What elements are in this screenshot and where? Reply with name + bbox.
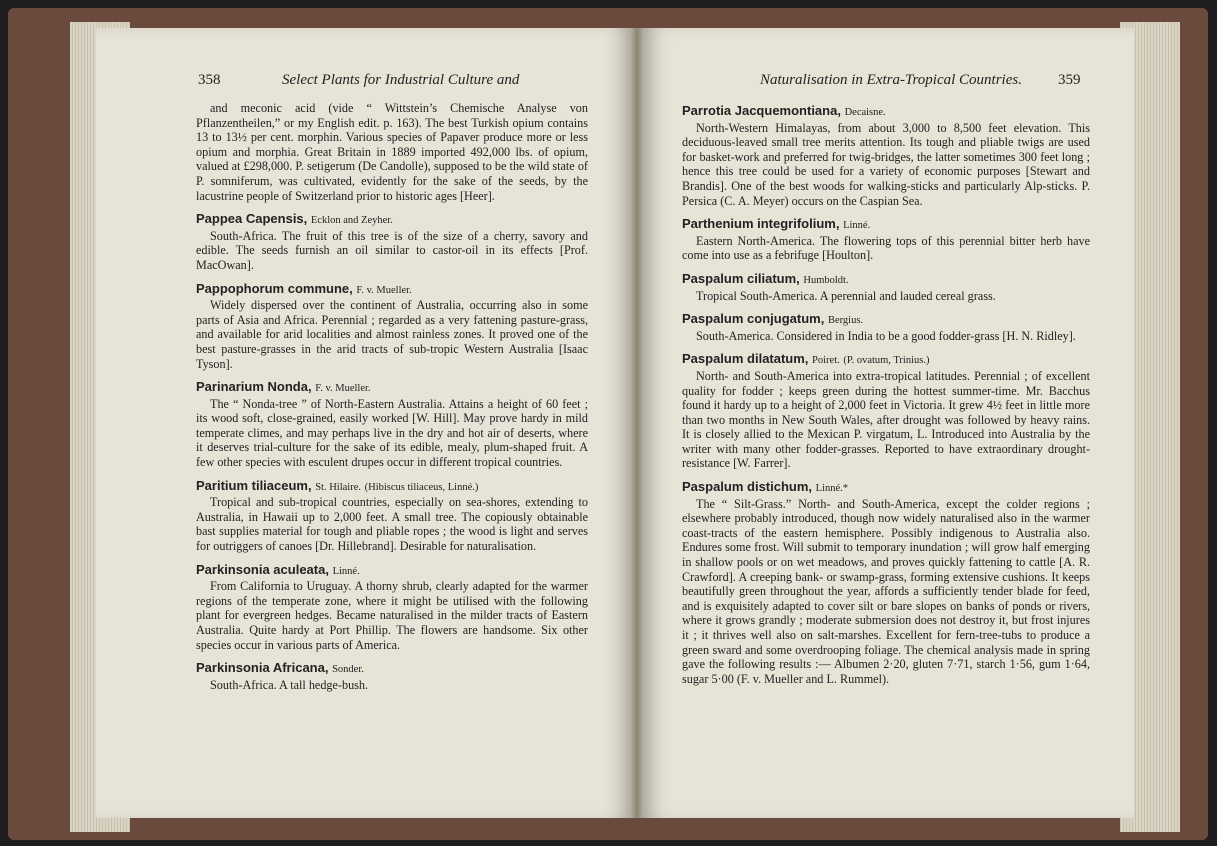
entry-heading <box>682 272 1090 289</box>
entry-description: North- and South-America into extra-tropical latitudes. Perennial ; of excellent quality for fodder ; keeps green during the hottest summer-time. Mr. Bacchus found it hardy up to a height of 2,000 feet in Victoria. It grew 4½ feet in little more than two months in New South Wales, after drought was followed by heavy rains. It is closely allied to the Mexican P. virgatum, L. Introduced into Australia by the writer with many other fodder-grasses. Reported to have extraordinary drought-resistance [W. Farrer]. <box>682 368 1090 471</box>
species-name: Parrotia Jacquemontiana, <box>682 103 841 118</box>
entry-heading <box>682 312 1090 329</box>
entry-heading <box>196 479 588 496</box>
species-authority: Linné.* <box>815 483 849 495</box>
entry-description: From California to Uruguay. A thorny shrub, clearly adapted for the warmer regions of the temperate zone, where it might be utilised with the following plant for evergreen hedges. Became naturalised in the milder tracts of Eastern Australia. Quite hardy at Port Phillip. The flowers are handsome. Six other species occur in various parts of America. <box>196 579 588 652</box>
entry-description: Eastern North-America. The flowering tops of this perennial bitter herb have come into use as a febrifuge [Houlton]. <box>682 233 1090 263</box>
plant-entry <box>196 563 588 653</box>
entry-description: South-Africa. A tall hedge-bush. <box>210 677 369 692</box>
species-name: Parkinsonia aculeata, <box>196 561 329 577</box>
plant-entry <box>196 380 588 470</box>
entry-heading <box>196 661 588 678</box>
species-authority: St. Hilaire. <box>315 481 362 493</box>
species-name: Parkinsonia Africana, <box>196 660 329 676</box>
page-number-right: 359 <box>1058 72 1081 88</box>
species-authority: Decaisne. <box>844 107 886 118</box>
plant-entry <box>682 272 1090 303</box>
book-gutter <box>630 28 644 818</box>
entry-description: Tropical and sub-tropical countries, especially on sea-shores, extending to Australia, in Hawaii up to 2,000 feet. A small tree. The copiously obtainable bast supplies material for tough and pliable ropes ; the wood is light and serves for outriggers of canoes [Dr. Hillebrand]. Desirable for naturalisation. <box>196 495 588 554</box>
entry-heading <box>196 563 588 580</box>
species-name: Parinarium Nonda, <box>196 379 312 395</box>
species-synonym: (P. ovatum, Trinius.) <box>843 355 930 367</box>
species-authority: F. v. Mueller. <box>315 383 371 395</box>
species-authority: Poiret. <box>812 355 840 367</box>
plant-entry <box>682 217 1090 263</box>
entry-description: The “ Silt-Grass.” North- and South-America, except the colder regions ; elsewhere probably introduced, though now widely naturalised also in the warmer coast-tracts of the eastern hemisphere. Possibly indigenous to Australia also. Endures some frost. Will submit to temporary inundation ; will grow half emerging in shallow pools or on wet meadows, and proves quickly fattening to cattle [A. R. Crawford]. A creeping bank- or swamp-grass, forming extensive cushions. It keeps beautifully green throughout the year, affords a sufficiently tender blade for feed, and is exquisitely adapted to cover silt or bare slopes on banks of ponds or rivers, where it grows grandly ; moderate submersion does not destroy it, but frost injures it ; it thrives well also on salt-marshes. Excellent for fern-tree-tubs to produce a green sward and some overdrooping foliage. The chemical analysis made in spring gave the following results :— Albumen 2·20, gluten 7·71, starch 1·56, gum 1·64, sugar 5·00 (F. v. Mueller and L. Rummel). <box>682 496 1090 686</box>
species-name: Paspalum ciliatum, <box>682 270 800 286</box>
species-synonym: (Hibiscus tiliaceus, Linné.) <box>364 481 479 493</box>
plant-entry <box>196 212 588 272</box>
species-name: Paritium tiliaceum, <box>196 477 312 493</box>
entry-heading <box>196 380 588 397</box>
entry-description: Tropical South-America. A perennial and lauded cereal grass. <box>696 288 996 303</box>
plant-entry <box>682 104 1090 208</box>
entry-heading <box>196 212 588 229</box>
continued-paragraph: and meconic acid (vide “ Wittstein’s Chemische Analyse von Pflanzentheilen,” or my English edit. p. 163). The best Turkish opium contains 13 to 13½ per cent. morphin. Various species of Papaver produce more or less opium and morphia. Great Britain in 1889 imported 492,000 lbs. of opium, valued at £298,000. P. setigerum (De Candolle), supposed to be the wild state of P. somniferum, was cultivated, evidently for the sake of the seeds, by the lacustrine people of Switzerland prior to historic ages [Heer]. <box>196 101 588 203</box>
entry-heading <box>682 217 1090 234</box>
entry-heading <box>682 352 1090 369</box>
species-authority: F. v. Mueller. <box>356 284 412 296</box>
species-name: Parthenium integrifolium, <box>682 216 840 232</box>
right-column <box>682 104 1090 695</box>
species-authority: Linné. <box>843 220 871 232</box>
species-name: Pappophorum commune, <box>196 280 353 296</box>
page-number-left: 358 <box>198 72 221 88</box>
species-authority: Linné. <box>332 565 360 577</box>
species-authority: Sonder. <box>332 664 364 676</box>
species-name: Pappea Capensis, <box>196 211 308 227</box>
plant-entry <box>682 352 1090 471</box>
plant-entry <box>196 282 588 372</box>
entry-description: South-Africa. The fruit of this tree is of the size of a cherry, savory and edible. The seeds furnish an oil similar to castor-oil in its effects [Prof. MacOwan]. <box>196 228 588 272</box>
running-head-right: Naturalisation in Extra-Tropical Countries. <box>760 72 1022 88</box>
species-authority: Bergius. <box>827 315 864 327</box>
species-name: Paspalum conjugatum, <box>682 311 825 327</box>
running-head-left: Select Plants for Industrial Culture and <box>282 72 520 88</box>
species-authority: Humboldt. <box>803 274 849 286</box>
entry-description: South-America. Considered in India to be a good fodder-grass [H. N. Ridley]. <box>696 328 1076 343</box>
species-name: Paspalum dilatatum, <box>682 351 809 367</box>
entry-heading <box>682 480 1090 497</box>
entry-description: Widely dispersed over the continent of Australia, occurring also in some parts of Asia and Africa. Perennial ; regarded as a very fattening pasture-grass, and available for arid localities and almost rainless zones. It proved one of the best pasture-grasses in the arid tracts of sub-tropic Western Australia [Isaac Tyson]. <box>196 298 588 371</box>
species-name: Paspalum distichum, <box>682 479 813 495</box>
entry-heading <box>196 282 588 299</box>
species-authority: Ecklon and Zeyher. <box>310 215 393 227</box>
plant-entry <box>682 312 1090 343</box>
plant-entry <box>682 480 1090 686</box>
plant-entry <box>196 661 588 692</box>
entry-description: The “ Nonda-tree ” of North-Eastern Australia. Attains a height of 60 feet ; its wood soft, close-grained, easily worked [W. Hill]. May prove hardy in mild temperate climes, and may perhaps live in the dry and hot air of deserts, where it deserves trial-culture for the sake of its edible, mealy, plum-shaped fruit. A few other species with esculent drupes occur in different tropical countries. <box>196 396 588 470</box>
plant-entry <box>196 479 588 554</box>
left-column <box>196 101 588 701</box>
entry-description: North-Western Himalayas, from about 3,000 to 8,500 feet elevation. This deciduous-leaved small tree merits attention. Its tough and pliable twigs are used for basket-work and preferred for twig-bridges, the latter sometimes 300 feet long ; hence this tree could be used for a variety of economic purposes [Stewart and Brandis]. One of the best woods for walking-sticks and particularly Alp-sticks. P. Persica (C. A. Meyer) occurs on the Caspian Sea. <box>682 120 1090 208</box>
entry-heading <box>682 104 1090 121</box>
